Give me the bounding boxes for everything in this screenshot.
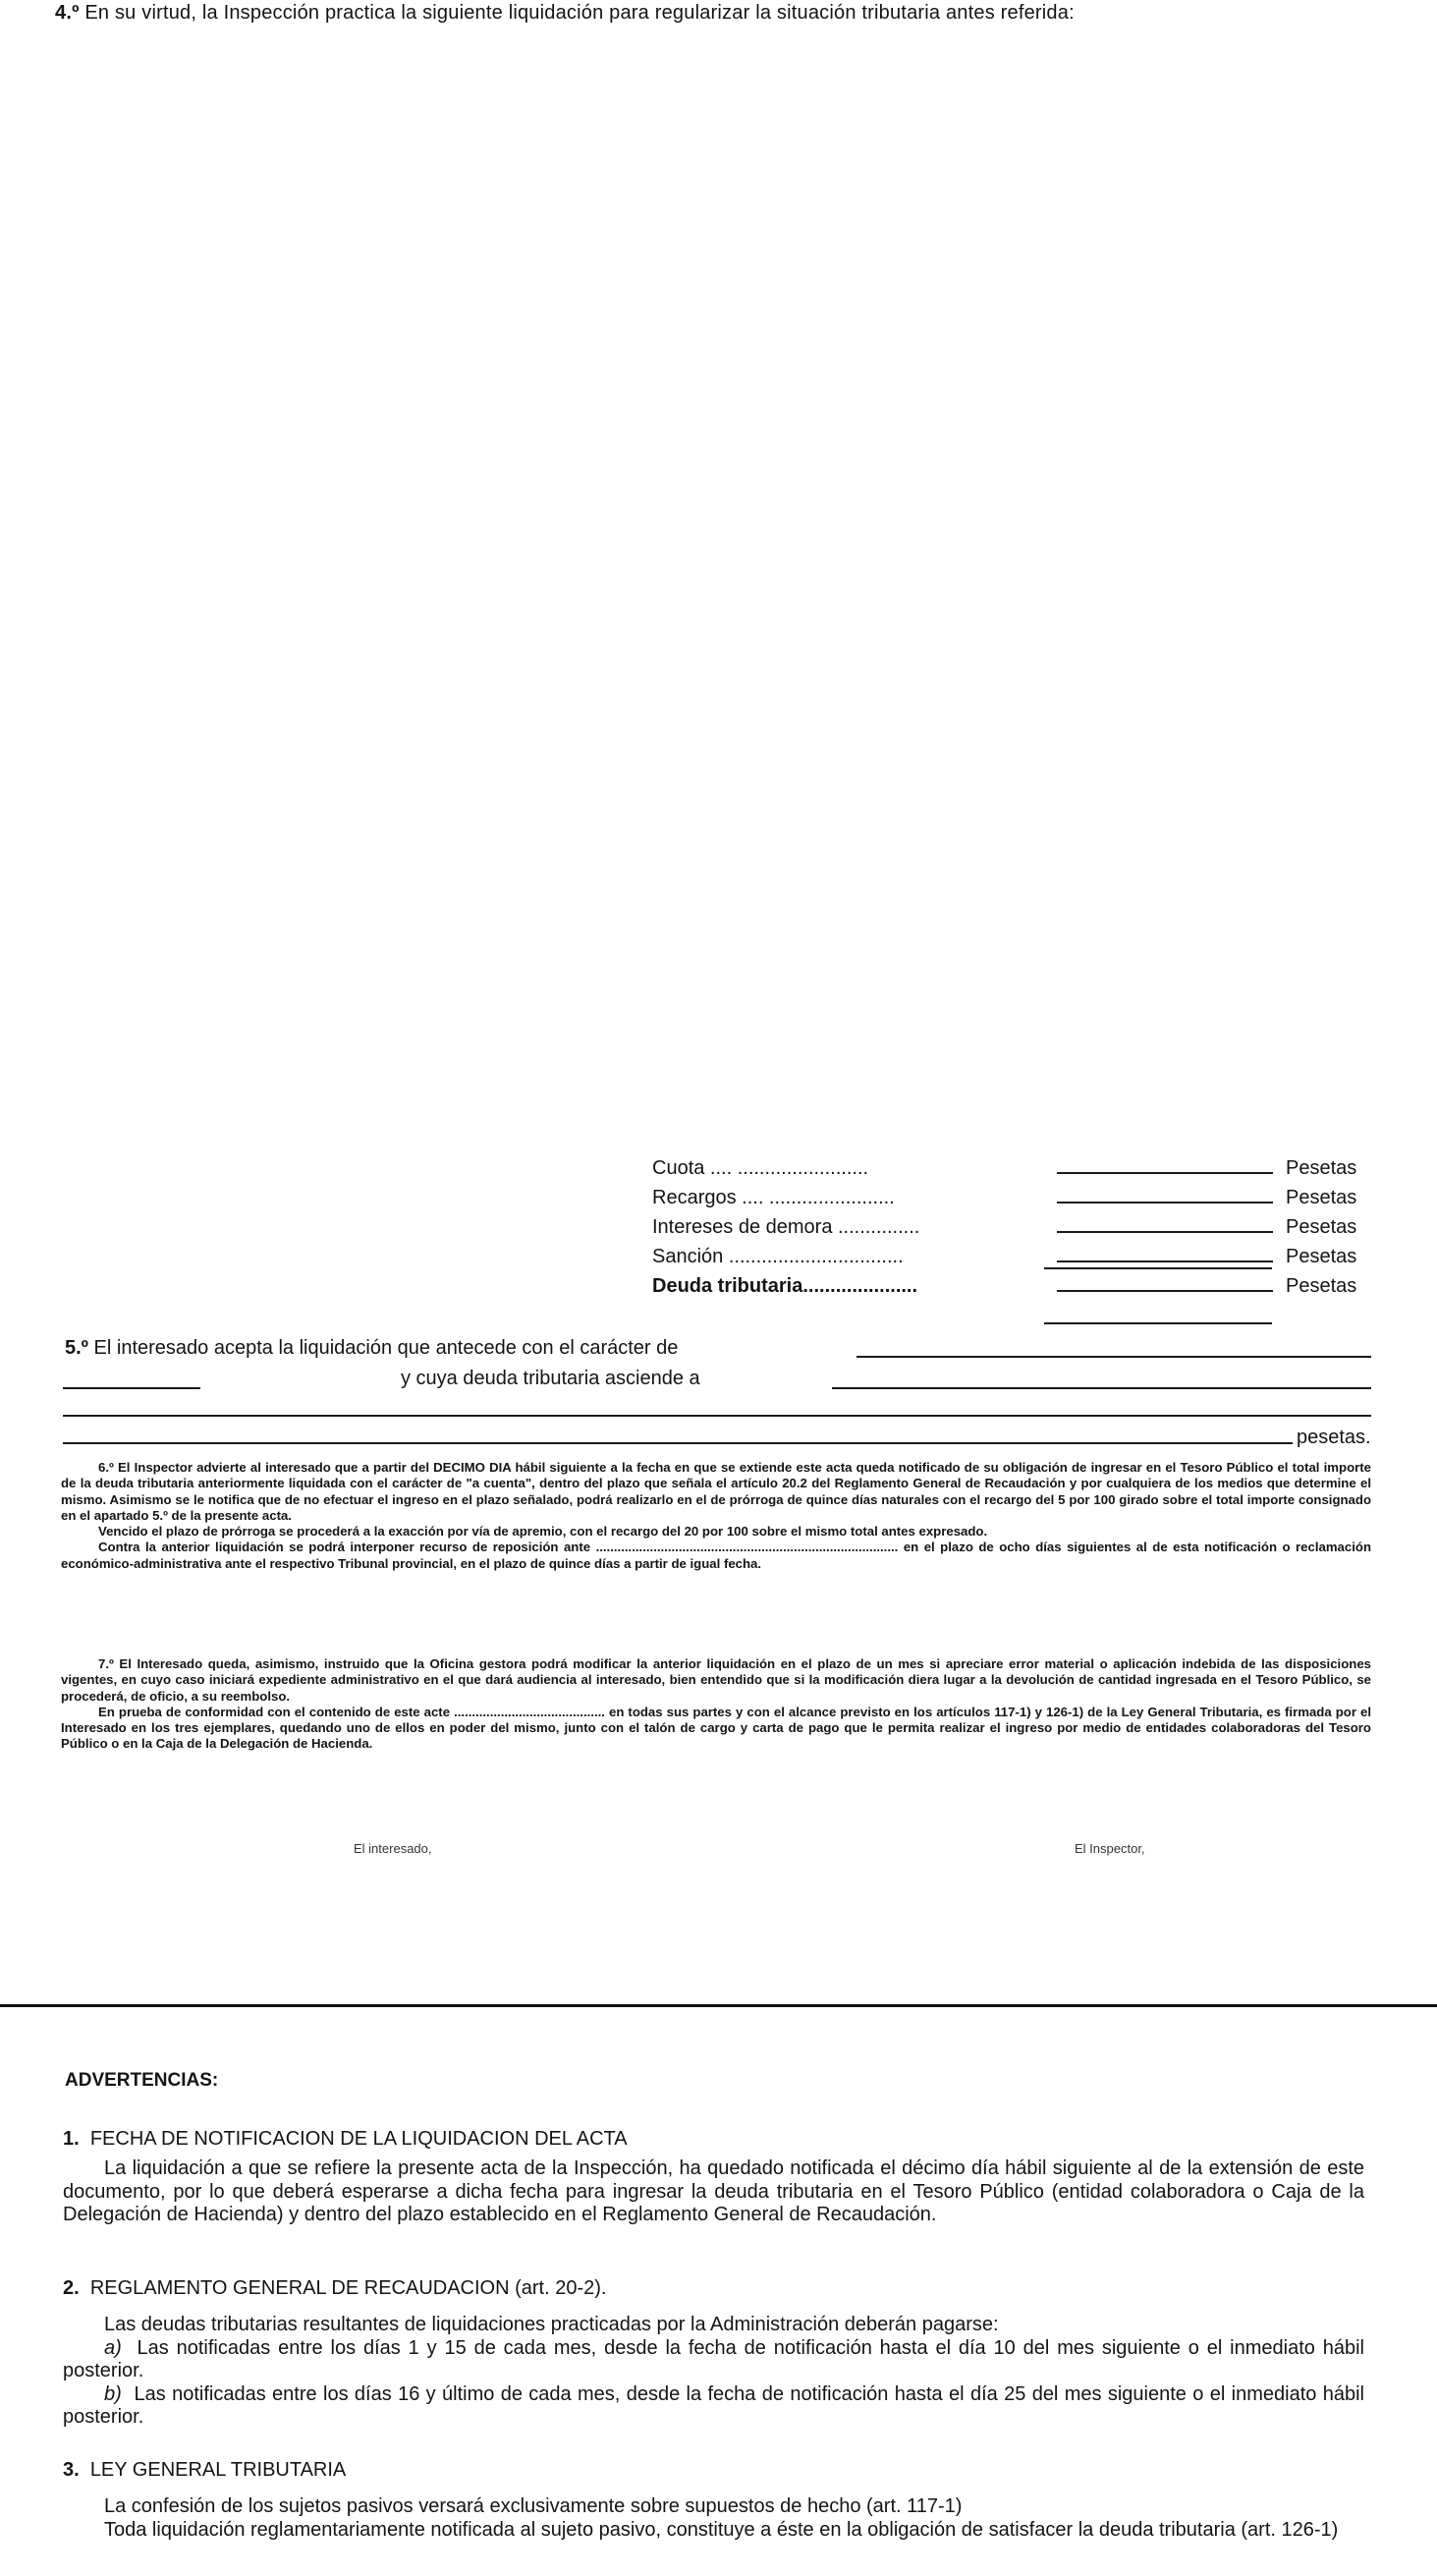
apartado-4: [55, 2, 1075, 25]
liquidation-label: Recargos .... .......................: [652, 1187, 895, 1208]
apartado-5-pesetas: pesetas.: [1297, 1427, 1371, 1448]
liquidation-row-deuda: [652, 1275, 1379, 1305]
advertencia-title: FECHA DE NOTIFICACION DE LA LIQUIDACION DEL ACTA: [89, 2128, 628, 2150]
advertencia-number: 1.: [63, 2128, 80, 2150]
fill-line: [832, 1387, 1371, 1389]
liquidation-label: Sanción ................................: [652, 1246, 904, 1267]
advertencia-paragraph: La confesión de los sujetos pasivos versará exclusivamente sobre supuestos de hecho (art. 117-1): [104, 2495, 963, 2517]
liquidation-row-intereses: [652, 1216, 1379, 1246]
apartado-5-text: El interesado acepta la liquidación que antecede con el carácter de: [93, 1337, 679, 1359]
liquidation-label: Intereses de demora ...............: [652, 1216, 920, 1238]
apartado-5-line-1: [65, 1337, 678, 1360]
item-tag: b): [104, 2382, 122, 2405]
apartado-6-paragraph: Contra la anterior liquidación se podrá interponer recurso de reposición ante .................................................................................... en el plazo de ocho días siguientes al de esta notificación o reclamación económico-administrativa ante el respectivo Tribunal provincial, en el plazo de quince días a partir de igual fecha.: [61, 1540, 1371, 1571]
advertencia-title: LEY GENERAL TRIBUTARIA: [89, 2459, 347, 2481]
currency-label: Pesetas: [1286, 1216, 1357, 1238]
total-rule: [1044, 1322, 1272, 1324]
advertencias-title: ADVERTENCIAS:: [65, 2070, 219, 2091]
signature-inspector: El Inspector,: [1075, 1841, 1145, 1856]
currency-label: Pesetas: [1286, 1187, 1357, 1208]
currency-label: Pesetas: [1286, 1157, 1357, 1179]
advertencia-2-heading: [63, 2277, 606, 2300]
fill-line: [63, 1442, 1293, 1444]
apartado-5-line-2: y cuya deuda tributaria asciende a: [401, 1368, 700, 1389]
currency-label: Pesetas: [1286, 1246, 1357, 1267]
item-text: Las notificadas entre los días 16 y último de cada mes, desde la fecha de notificación hasta el día 25 del mes siguiente o el inmediato hábil posterior.: [63, 2382, 1364, 2428]
signature-interesado: El interesado,: [354, 1841, 432, 1856]
liquidation-label: Cuota .... ........................: [652, 1157, 869, 1179]
amount-line: [1057, 1202, 1273, 1204]
advertencia-title: REGLAMENTO GENERAL DE RECAUDACION (art. 20-2).: [89, 2277, 607, 2299]
advertencia-number: 2.: [63, 2277, 80, 2299]
advertencia-number: 3.: [63, 2459, 80, 2481]
fill-line: [63, 1387, 200, 1389]
advertencia-2-body: [63, 2314, 1364, 2430]
fill-line: [857, 1356, 1371, 1358]
advertencia-paragraph: La liquidación a que se refiere la presente acta de la Inspección, ha quedado notificada el décimo día hábil siguiente al de la extensión de este documento, por lo que deberá esperarse a dicha fecha para ingresar la deuda tributaria en el Tesoro Público (entidad colaboradora o Caja de la Delegación de Hacienda) y dentro del plazo establecido en el Reglamento General de Recaudación.: [63, 2157, 1364, 2225]
apartado-6-paragraph: 6.º El Inspector advierte al interesado que a partir del DECIMO DIA hábil siguiente a la fecha en que se extiende este acta queda notificado de su obligación de ingresar en el Tesoro Público el total importe de la deuda tributaria anteriormente liquidada con el carácter de "a cuenta", dentro del plazo que señala el artículo 20.2 del Reglamento General de Recaudación y por cualquiera de los medios que determine el mismo. Asimismo se le notifica que de no efectuar el ingreso en el plazo señalado, podrá realizarlo en el de prórroga de quince días naturales con el recargo del 5 por 100 girado sobre el total importe consignado en el apartado 5.º de la presente acta.: [61, 1460, 1371, 1523]
advertencia-item-a: [63, 2337, 1364, 2383]
advertencia-paragraph: Las deudas tributarias resultantes de liquidaciones practicadas por la Administración deberán pagarse:: [104, 2314, 999, 2335]
advertencia-3-heading: [63, 2459, 346, 2482]
currency-label: Pesetas: [1286, 1275, 1357, 1297]
liquidation-row-sancion: [652, 1246, 1379, 1275]
liquidation-row-recargos: [652, 1187, 1379, 1216]
apartado-7: [61, 1656, 1371, 1753]
item-text: Las notificadas entre los días 1 y 15 de cada mes, desde la fecha de notificación hasta el día 10 del mes siguiente o el inmediato hábil posterior.: [63, 2336, 1364, 2381]
sum-rule: [1044, 1267, 1272, 1269]
amount-line: [1057, 1290, 1273, 1292]
item-tag: a): [104, 2336, 122, 2359]
amount-line: [1057, 1231, 1273, 1233]
apartado-6-paragraph: Vencido el plazo de prórroga se procederá a la exacción por vía de apremio, con el recargo del 20 por 100 sobre el mismo total antes expresado.: [98, 1524, 988, 1540]
apartado-7-paragraph: 7.º El Interesado queda, asimismo, instruido que la Oficina gestora podrá modificar la anterior liquidación en el plazo de un mes si apreciare error material o aplicación indebida de las disposiciones vigentes, en cuyo caso iniciará expediente administrativo en el que dará audiencia al interesado, bien entendido que si la modificación diera lugar a la devolución de cantidad ingresada en el Tesoro Público, se procederá, de oficio, a su reembolso.: [61, 1656, 1371, 1704]
advertencia-1-heading: [63, 2128, 628, 2151]
amount-line: [1057, 1260, 1273, 1262]
apartado-4-number: 4.º: [55, 2, 80, 24]
apartado-4-text: En su virtud, la Inspección practica la siguiente liquidación para regularizar la situación tributaria antes referida:: [84, 2, 1075, 24]
apartado-7-paragraph: En prueba de conformidad con el contenido de este acte .......................................... en todas sus partes y con el alcance previsto en los artículos 117-1) y 126-1) de la Ley General Tributaria, es firmada por el Interesado en los tres ejemplares, quedando uno de ellos en poder del mismo, junto con el talón de cargo y carta de pago que le permita realizar el ingreso por medio de entidades colaboradoras del Tesoro Público o en la Caja de la Delegación de Hacienda.: [61, 1704, 1371, 1752]
liquidation-label: Deuda tributaria.....................: [652, 1275, 918, 1297]
fill-line: [63, 1415, 1371, 1417]
apartado-5-number: 5.º: [65, 1337, 88, 1359]
apartado-6: [61, 1460, 1371, 1572]
section-divider: [0, 2004, 1437, 2007]
liquidation-row-cuota: [652, 1157, 1379, 1187]
advertencia-item-b: [63, 2383, 1364, 2430]
advertencia-paragraph: Toda liquidación reglamentariamente notificada al sujeto pasivo, constituye a éste en la obligación de satisfacer la deuda tributaria (art. 126-1): [104, 2518, 1339, 2541]
advertencia-3-body: [63, 2495, 1364, 2542]
advertencia-1-body: [63, 2157, 1364, 2227]
amount-line: [1057, 1172, 1273, 1174]
